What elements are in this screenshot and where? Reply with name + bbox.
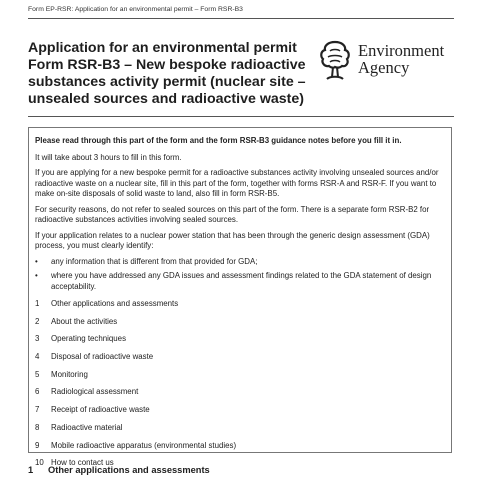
contents-number: 3 xyxy=(35,334,40,344)
contents-label: Operating techniques xyxy=(51,334,127,344)
bullet-icon: • xyxy=(35,271,38,280)
contents-item[interactable] xyxy=(35,387,445,398)
contents-item[interactable] xyxy=(35,352,445,363)
contents-number: 1 xyxy=(35,299,40,308)
contents-label: Other applications and assessments xyxy=(51,299,179,308)
title-line: substances activity permit (nuclear site – xyxy=(28,74,306,90)
contents-label: Disposal of radioactive waste xyxy=(51,352,154,362)
logo-word: Environment xyxy=(358,41,445,60)
contents-item[interactable] xyxy=(35,334,445,345)
instruction-paragraph: It will take about 3 hours to fill in this form. xyxy=(35,152,182,162)
tree-icon xyxy=(318,39,352,83)
section-number: 1 xyxy=(28,465,34,475)
title-divider xyxy=(28,116,454,117)
instruction-paragraph: For security reasons, do not refer to sealed sources on this part of the form. There is a separate form RSR-B2 for radioactive substances activities involving sealed sources. xyxy=(35,204,430,224)
contents-label: About the activities xyxy=(51,316,118,326)
contents-item[interactable] xyxy=(35,317,445,328)
contents-item[interactable] xyxy=(35,423,445,434)
instruction-paragraph: If you are applying for a new bespoke permit for a radioactive substances activity involving unsealed sources and/or radioactive waste on a nuclear site, fill in this part of the form, together with forms RSR-A and RSR-F. If you want to make on-site disposals of solid waste to land, also fill in form RSR-B5. xyxy=(35,168,439,198)
contents-number: 10 xyxy=(35,458,44,468)
title-line: Form RSR-B3 – New bespoke radioactive xyxy=(28,57,306,73)
contents-number: 6 xyxy=(35,387,40,397)
contents-number: 4 xyxy=(35,352,40,362)
logo-word: Agency xyxy=(358,58,410,77)
bullet-item xyxy=(35,257,445,268)
section-title: Other applications and assessments xyxy=(48,465,210,475)
contents-number: 8 xyxy=(35,422,40,432)
contents-number: 5 xyxy=(35,369,40,379)
title-line: Application for an environmental permit xyxy=(28,40,297,56)
page-title xyxy=(28,40,308,108)
contents-number: 9 xyxy=(35,440,40,450)
contents-item[interactable] xyxy=(35,441,445,452)
contents-number: 2 xyxy=(35,316,40,326)
bullet-icon: • xyxy=(35,256,38,266)
contents-item[interactable] xyxy=(35,405,445,416)
bullet-item xyxy=(35,271,445,292)
contents-label: Receipt of radioactive waste xyxy=(51,405,150,415)
environment-agency-logo xyxy=(318,39,460,85)
logo-wordmark xyxy=(358,42,444,76)
bullet-text: any information that is different from that provided for GDA; xyxy=(51,256,258,266)
form-reference-header: Form EP-RSR: Application for an environmental permit – Form RSR-B3 xyxy=(28,6,243,13)
contents-list xyxy=(35,299,445,469)
contents-label: Radioactive material xyxy=(51,422,123,432)
instructions-box xyxy=(28,127,452,468)
contents-label: Mobile radioactive apparatus (environmental studies) xyxy=(51,440,237,450)
contents-item[interactable] xyxy=(35,370,445,381)
contents-number: 7 xyxy=(35,405,40,415)
title-line: unsealed sources and radioactive waste) xyxy=(28,91,304,107)
contents-label: Radiological assessment xyxy=(51,387,139,397)
instruction-paragraph: If your application relates to a nuclear power station that has been through the generic design assessment (GDA) process, you must clearly identify: xyxy=(35,230,430,250)
header-divider xyxy=(28,18,454,19)
contents-item[interactable] xyxy=(35,299,445,310)
bullet-text: where you have addressed any GDA issues and assessment findings related to the GDA statement of design acceptability. xyxy=(51,271,432,291)
contents-label: How to contact us xyxy=(51,458,114,468)
section-heading xyxy=(28,465,210,475)
contents-label: Monitoring xyxy=(51,369,88,379)
instruction-heading: Please read through this part of the form and the form RSR-B3 guidance notes before you fill it in. xyxy=(35,136,402,145)
